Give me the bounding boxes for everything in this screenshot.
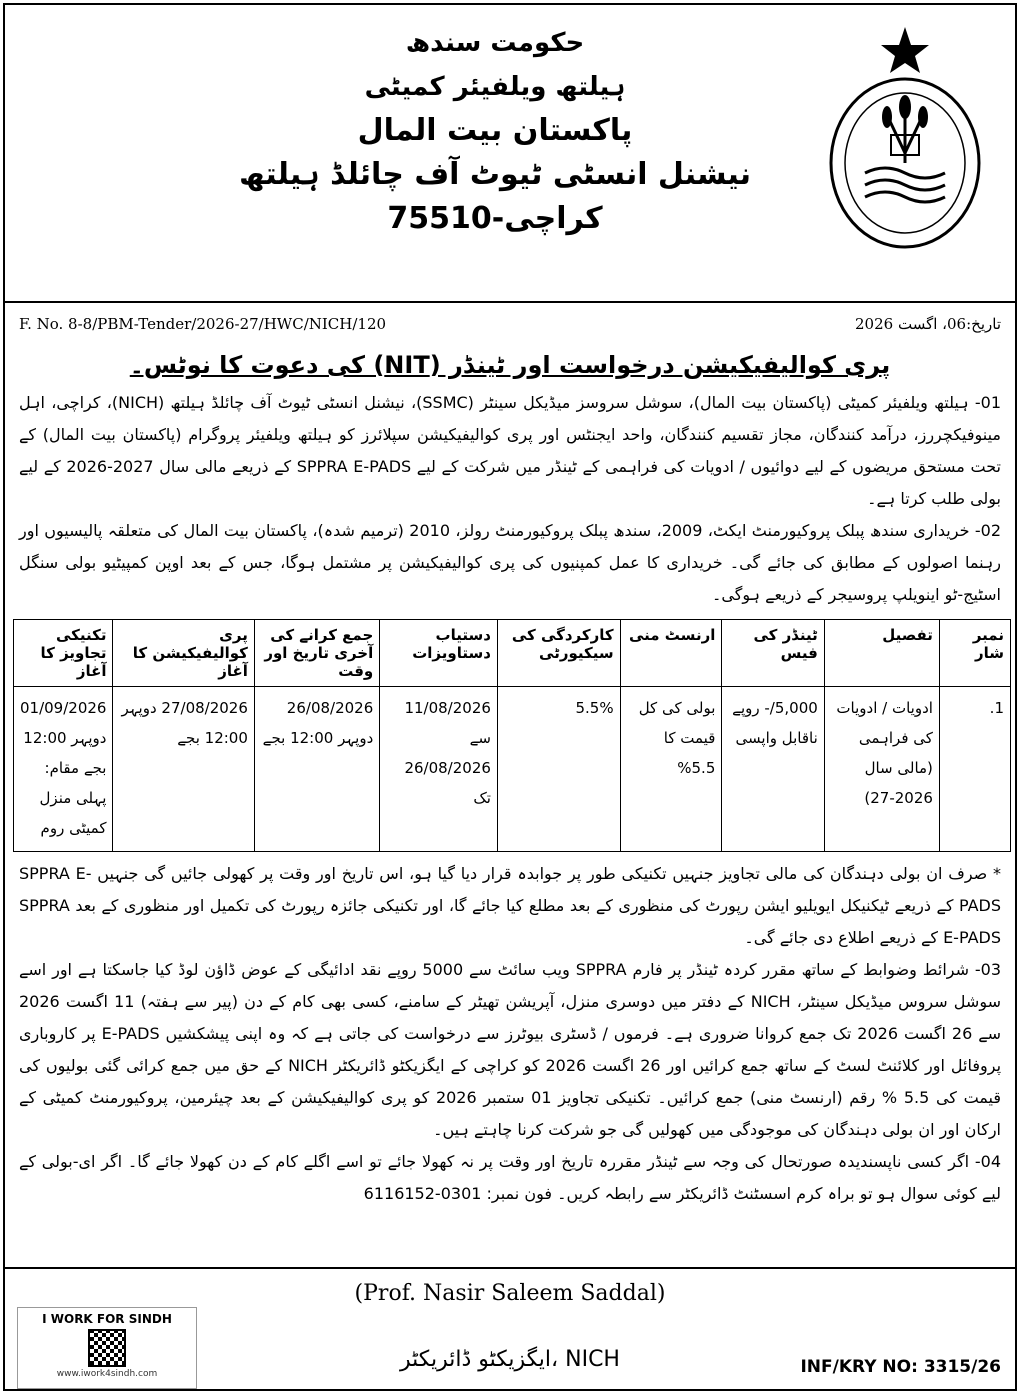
cell-technical: 01/09/2026 دوپہر 12:00 بجے مقام: پہلی منزل کمیٹی روم — [14, 687, 113, 852]
signatory-designation: ایگزیکٹو ڈائریکٹر، NICH — [400, 1347, 620, 1372]
cell-performance-security: 5.5% — [497, 687, 620, 852]
org-line-government: حکومت سندھ — [405, 28, 585, 58]
notice-title: پری کوالیفیکیشن درخواست اور ٹینڈر (NIT) کی دعوت کا نوٹس۔ — [129, 351, 891, 379]
cell-detail: ادویات / ادویات کی فراہمی (مالی سال 2026-27) — [824, 687, 939, 852]
paragraph-01: 01- ہیلتھ ویلفیئر کمیٹی (پاکستان بیت المال)، سوشل سروسز میڈیکل سینٹر (SSMC)، نیشنل انسٹی ٹیوٹ آف چائلڈ ہیلتھ (NICH)، کراچی، اہل مینوفیکچررز، درآمد کنندگان، مجاز تقسیم کنندگان، واحد ایجنٹس اور پری کوالیفیکیشن سپلائرز کو ہیلتھ ویلفیئر پروگرام (پاکستان بیت المال) کے تحت مستحق مریضوں کے لیے دوائیوں / ادویات کی فراہمی کے ٹینڈر میں شرکت کے لیے SPPRA E-PADS کے ذریعے مالی سال 2027-2026 کے لیے بولی طلب کرتا ہے۔ — [19, 393, 1001, 508]
org-line-institute: نیشنل انسٹی ٹیوٹ آف چائلڈ ہیلتھ — [239, 157, 751, 192]
org-line-city: کراچی-75510 — [387, 201, 603, 236]
cell-serial: 1. — [939, 687, 1010, 852]
notice-page — [3, 3, 1017, 1391]
header-performance-security: کارکردگی کی سیکیورٹی — [497, 620, 620, 687]
notice-header — [5, 5, 1015, 303]
sindh-government-seal-icon — [825, 23, 985, 253]
signatory-name: (Prof. Nasir Saleem Saddal) — [354, 1281, 666, 1306]
file-number: F. No. 8-8/PBM-Tender/2026-27/HWC/NICH/120 — [19, 315, 387, 333]
cell-deadline: 26/08/2026 دوپہر 12:00 بجے — [254, 687, 379, 852]
cell-earnest-money: بولی کی کل قیمت کا 5.5% — [620, 687, 722, 852]
header-documents: دستیاب دستاویزات — [380, 620, 498, 687]
organisation-lines — [235, 19, 755, 243]
reference-row — [5, 303, 1015, 347]
logo-title: I WORK FOR SINDH — [42, 1312, 172, 1326]
qr-code-icon — [88, 1329, 126, 1367]
paragraph-04: 04- اگر کسی ناپسندیدہ صورتحال کی وجہ سے ٹینڈر مقررہ تاریخ اور وقت پر نہ کھولا جائے تو اسے اگلے کام کے دن کھولا جائے گا۔ اگر ای-بولی کے لیے کوئی سوال ہو تو براہ کرم اسسٹنٹ ڈائریکٹر سے رابطہ کریں۔ فون نمبر: 0301-6116152 — [19, 1152, 1001, 1203]
inf-number: INF/KRY NO: 3315/26 — [800, 1357, 1001, 1377]
iwork-for-sindh-logo — [17, 1307, 197, 1389]
org-line-committee: ہیلتھ ویلفیئر کمیٹی — [364, 72, 626, 102]
header-serial: نمبر شار — [939, 620, 1010, 687]
cell-fee: 5,000/- روپے ناقابل واپسی — [722, 687, 824, 852]
paragraph-02: 02- خریداری سندھ پبلک پروکیورمنٹ ایکٹ، 2009، سندھ پبلک پروکیورمنٹ رولز، 2010 (ترمیم شدہ)، پاکستان بیت المال کی متعلقہ پالیسیوں اور رہنما اصولوں کے مطابق کی جائے گی۔ خریداری کا عمل کمپنیوں کی پری کوالیفیکیشن پر مشتمل ہوگا، جس کے بعد اوپن کمپیٹیو بولی سنگل اسٹیج-ٹو اینویلپ پروسیجر کے ذریعے ہوگی۔ — [19, 521, 1002, 604]
footer-divider — [5, 1267, 1015, 1269]
logo-url: www.iwork4sindh.com — [56, 1369, 158, 1379]
header-prequalification: پری کوالیفیکیشن کا آغاز — [113, 620, 254, 687]
header-deadline: جمع کرانے کی آخری تاریخ اور وقت — [254, 620, 379, 687]
table-row — [14, 687, 1011, 852]
notice-date: تاریخ:06، اگست 2026 — [855, 315, 1001, 333]
header-fee: ٹینڈر کی فیس — [722, 620, 824, 687]
note-financial-bids: * صرف ان بولی دہندگان کی مالی تجاویز جنہیں تکنیکی طور پر جوابدہ قرار دیا گیا ہو، اس تاریخ اور وقت پر کھولی جائیں گی جنہیں SPPRA E-PADS کے ذریعے ٹیکنیکل ایویلیو ایشن رپورٹ کی منظوری کے بعد مطلع کیا جائے گا، اور تکنیکی جائزہ رپورٹ کی تکمیل اور منظوری کے بعد SPPRA E-PADS کے ذریعے اطلاع دی جائے گی۔ — [19, 864, 1001, 947]
header-earnest-money: ارنسٹ منی — [620, 620, 722, 687]
org-line-baitulmal: پاکستان بیت المال — [357, 113, 633, 148]
cell-prequalification: 27/08/2026 دوپہر 12:00 بجے — [113, 687, 254, 852]
cell-documents: 11/08/2026 سے 26/08/2026 تک — [380, 687, 498, 852]
header-technical: تکنیکی تجاویز کا آغاز — [14, 620, 113, 687]
header-detail: تفصیل — [824, 620, 939, 687]
table-header-row — [14, 620, 1011, 687]
paragraph-03: 03- شرائط وضوابط کے ساتھ مقرر کردہ ٹینڈر پر فارم SPPRA ویب سائٹ سے 5000 روپے نقد ادائیگی کے عوض ڈاؤن لوڈ کیا جاسکتا ہے اور اسے سوشل سروس میڈیکل سینٹر، NICH کے دفتر میں دوسری منزل، آپریشن تھیٹر کے سامنے، کسی بھی کام کے دن (پیر سے ہفتہ) 11 اگست 2026 سے 26 اگست 2026 تک جمع کروانا ضروری ہے۔ فرموں / ڈسٹری بیوٹرز سے درخواست کی جاتی ہے کہ وہ اپنی پیشکشیں E-PADS پر کاروباری پروفائل اور کلائنٹ لسٹ کے ساتھ جمع کرائیں اور 26 اگست 2026 کو کراچی کے ایگزیکٹو ڈائریکٹر NICH کے حق میں جمع کرائی گئی بولیوں کی قیمت کی 5.5 % رقم (ارنسٹ منی) جمع کرائیں۔ تکنیکی تجاویز 01 ستمبر 2026 کو پری کوالیفیکیشن کے بعد چیئرمین، پروکیورمنٹ کمیٹی کے ارکان اور ان بولی دہندگان کی موجودگی میں کھولیں گی جو شرکت کرنا چاہتے ہیں۔ — [19, 960, 1002, 1139]
tender-schedule-table — [13, 619, 1011, 852]
